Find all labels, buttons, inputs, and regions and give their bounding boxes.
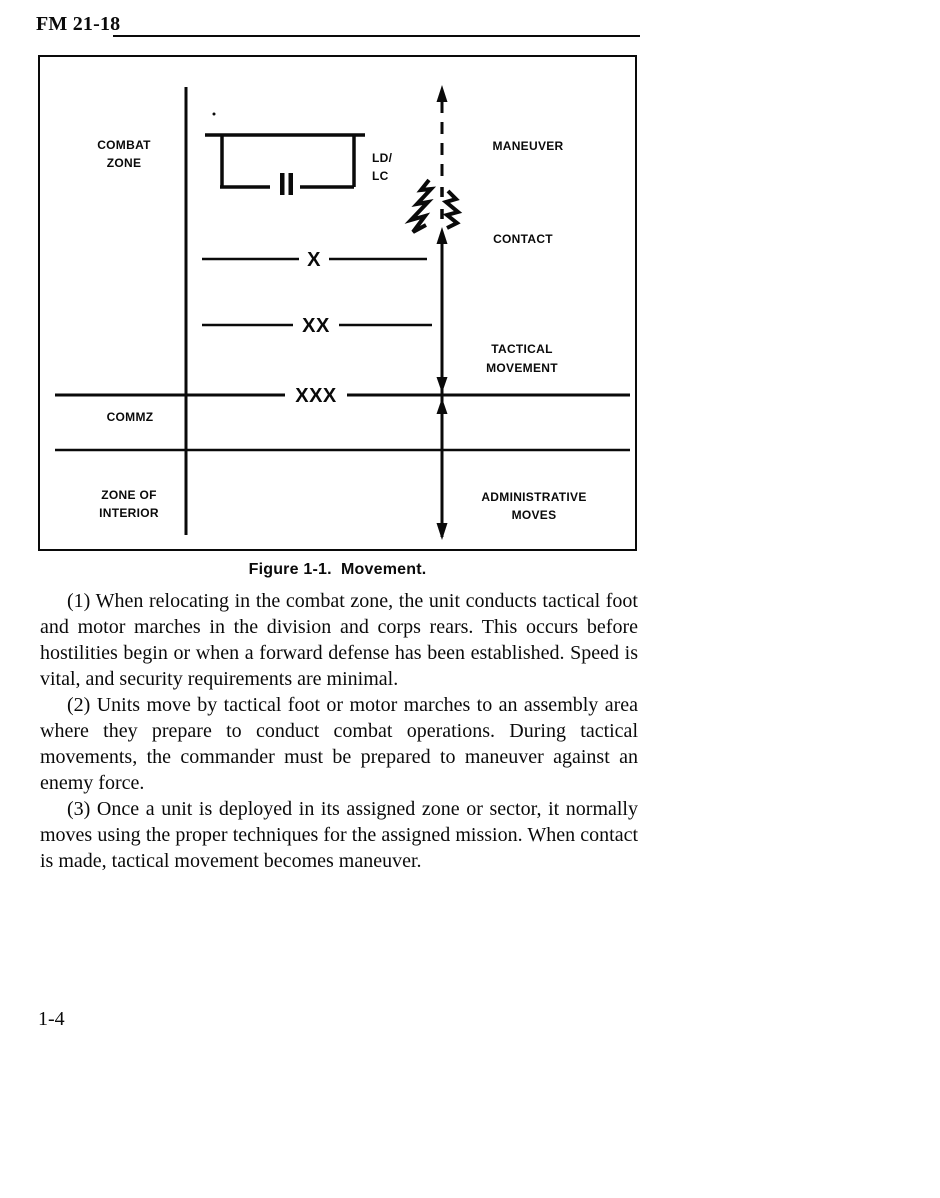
contact-label: CONTACT <box>493 232 553 246</box>
paragraph-1: (1) When relocating in the combat zone, the unit conducts tactical foot and motor marches in the division and corps rears. This occurs before hostilities begin or when a forward defense has been established. Speed is vital, and security requirements are minimal. <box>40 590 638 690</box>
administrative-moves-label-line1: ADMINISTRATIVE <box>481 490 587 504</box>
movement-diagram <box>40 57 635 549</box>
xxx-arrowhead-up <box>437 398 448 414</box>
movement-axis-arrow <box>411 85 458 540</box>
brigade-rear-boundary <box>202 249 427 271</box>
combat-zone-label-line2: ZONE <box>106 156 142 170</box>
paragraph-3: (3) Once a unit is deployed in its assigned zone or sector, it normally moves using the proper techniques for the assigned mission. When contact is made, tactical movement becomes maneuver. <box>40 798 638 872</box>
commz-label: COMMZ <box>106 410 154 424</box>
tactical-movement-label-line2: MOVEMENT <box>486 361 558 375</box>
page-header: FM 21-18 <box>36 13 121 35</box>
xxx-arrowhead-down <box>437 377 448 393</box>
maneuver-arrowhead-up <box>437 85 448 102</box>
paragraph-2: (2) Units move by tactical foot or motor marches to an assembly area where they prepare to conduct combat operations. During tactical movements, the commander must be prepared to maneuver against an enemy force. <box>40 694 638 794</box>
ld-lc-label-line2: LC <box>372 169 389 183</box>
corps-rear-boundary <box>55 385 630 407</box>
page-number: 1-4 <box>38 1008 65 1030</box>
combat-zone-label-line1: COMBAT <box>97 138 151 152</box>
zone-of-interior-label-line1: ZONE OF <box>101 488 157 502</box>
tactical-movement-label-line1: TACTICAL <box>491 342 553 356</box>
administrative-moves-label-line2: MOVES <box>511 508 557 522</box>
echelon-x-label: X <box>307 249 321 271</box>
admin-arrowhead-down <box>437 523 448 540</box>
ld-lc-label-line1: LD/ <box>372 151 393 165</box>
contact-burst-icon <box>411 180 458 232</box>
battalion-echelon-icon <box>280 173 293 195</box>
header-rule <box>113 35 640 37</box>
echelon-xxx-label: XXX <box>295 385 337 407</box>
zone-of-interior-label-line2: INTERIOR <box>99 506 159 520</box>
movement-figure <box>38 55 637 551</box>
maneuver-label: MANEUVER <box>492 139 564 153</box>
echelon-xx-label: XX <box>302 315 330 337</box>
division-rear-boundary <box>202 315 432 337</box>
body-text <box>40 588 638 874</box>
ld-lc-bracket <box>205 135 365 195</box>
figure-caption: Figure 1-1. Movement. <box>248 561 427 578</box>
print-artifact-dot <box>213 113 216 116</box>
